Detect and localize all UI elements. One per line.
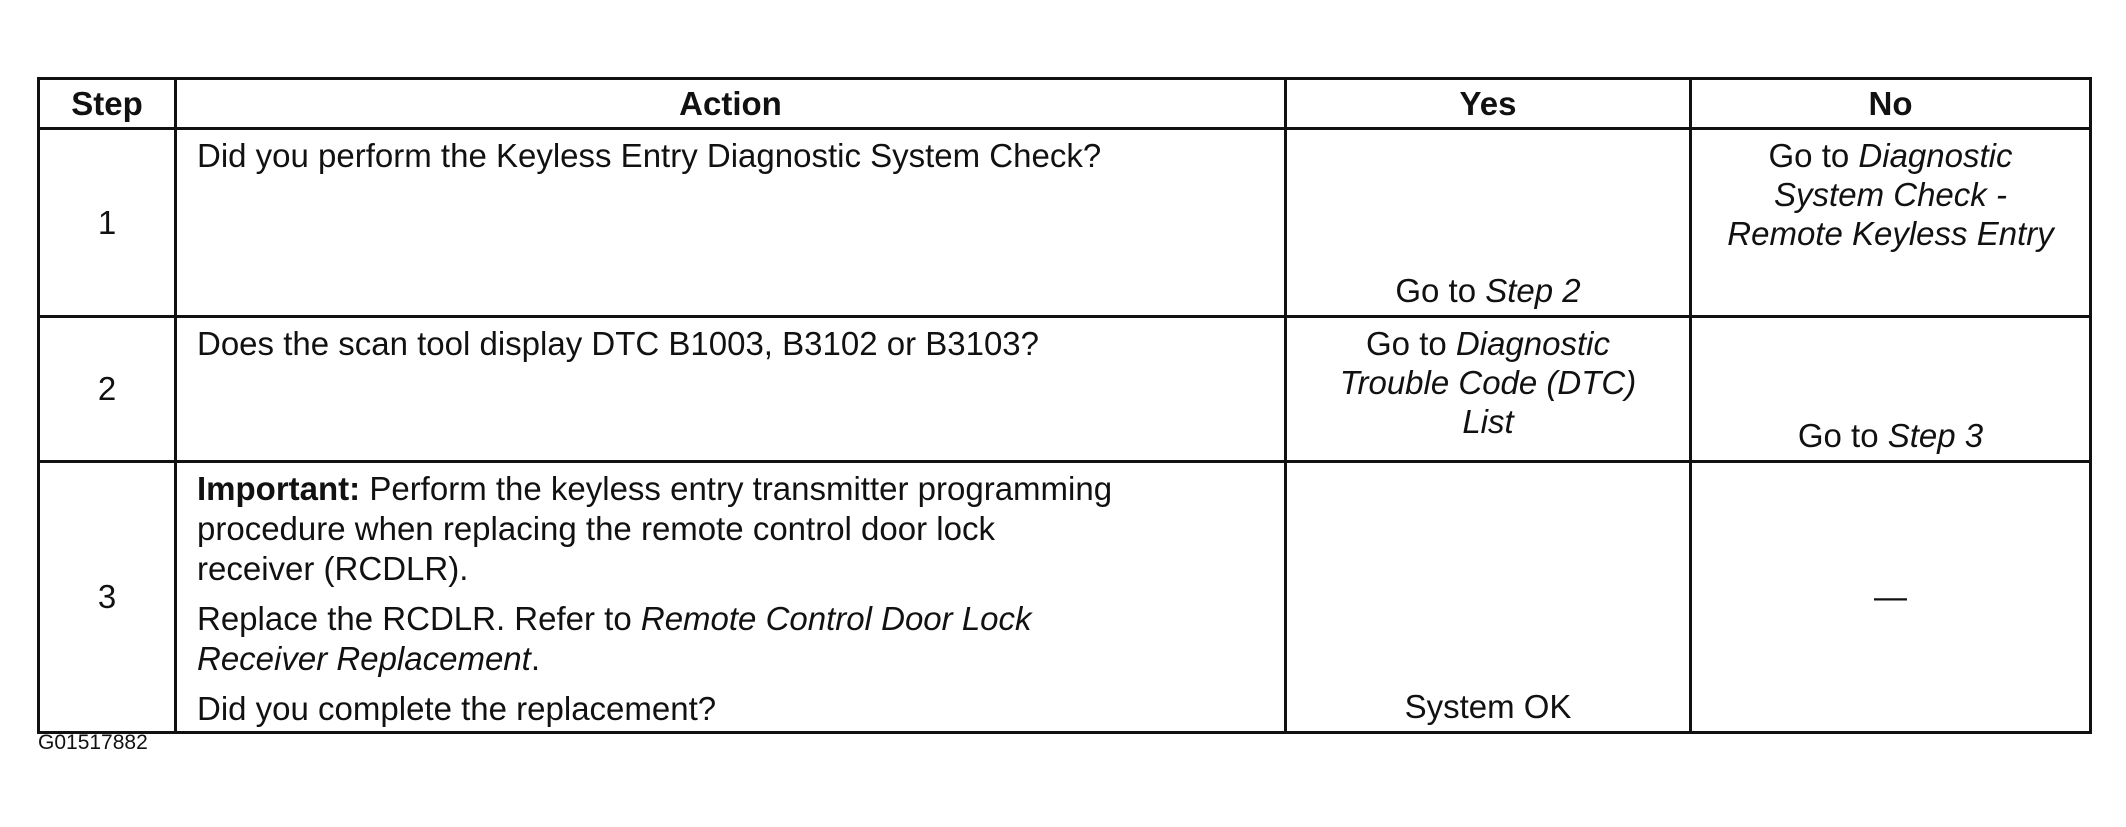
step-number: 1 — [39, 129, 176, 317]
action-cell — [176, 129, 1286, 317]
yes-link-step-2[interactable]: Step 2 — [1485, 272, 1581, 309]
table-header-row — [39, 79, 2091, 129]
replace-link-line-2[interactable]: Receiver Replacement — [197, 640, 531, 677]
no-cell — [1691, 317, 2091, 462]
action-text: Did you perform the Keyless Entry Diagnostic System Check? — [197, 137, 1102, 174]
no-prefix: Go to — [1768, 137, 1859, 174]
replace-suffix: . — [530, 640, 540, 677]
yes-link-line-3[interactable]: List — [1462, 403, 1514, 440]
important-line-3: receiver (RCDLR). — [197, 550, 469, 587]
no-link-line-3[interactable]: Remote Keyless Entry — [1727, 215, 2054, 252]
no-result — [1692, 416, 2089, 456]
header-step: Step — [39, 79, 176, 129]
yes-result — [1287, 271, 1689, 311]
important-note — [197, 469, 1284, 589]
step-number: 3 — [39, 462, 176, 733]
yes-result: System OK — [1404, 688, 1572, 725]
replace-link-line-1[interactable]: Remote Control Door Lock — [640, 600, 1032, 637]
important-label: Important: — [197, 470, 361, 507]
no-prefix: Go to — [1797, 417, 1888, 454]
table-row — [39, 129, 2091, 317]
yes-prefix: Go to — [1395, 272, 1486, 309]
header-action: Action — [176, 79, 1286, 129]
no-result — [1692, 136, 2089, 253]
header-yes: Yes — [1286, 79, 1691, 129]
replace-prefix: Replace the RCDLR. Refer to — [197, 600, 641, 637]
action-text: Does the scan tool display DTC B1003, B3102 or B3103? — [197, 325, 1040, 362]
action-cell — [176, 462, 1286, 733]
step-number: 2 — [39, 317, 176, 462]
no-cell — [1691, 462, 2091, 733]
figure-id: G01517882 — [38, 731, 148, 754]
yes-link-line-2[interactable]: Trouble Code (DTC) — [1339, 364, 1637, 401]
no-link-step-3[interactable]: Step 3 — [1887, 417, 1984, 454]
action-cell — [176, 317, 1286, 462]
table-row — [39, 462, 2091, 733]
yes-cell — [1286, 462, 1691, 733]
header-no: No — [1691, 79, 2091, 129]
replace-instruction — [197, 599, 1284, 679]
no-result-dash: — — [1874, 578, 1907, 615]
action-question: Did you complete the replacement? — [197, 690, 717, 727]
yes-cell — [1286, 317, 1691, 462]
yes-link-diagnostic-trouble-code[interactable]: Diagnostic — [1455, 325, 1610, 362]
table-row — [39, 317, 2091, 462]
diagnostic-table — [37, 77, 2092, 734]
important-line-2: procedure when replacing the remote control door lock — [197, 510, 995, 547]
important-line-1: Perform the keyless entry transmitter programming — [360, 470, 1113, 507]
no-cell — [1691, 129, 2091, 317]
no-link-line-2[interactable]: System Check - — [1774, 176, 2007, 213]
yes-result — [1287, 324, 1689, 441]
no-link-diagnostic-system-check[interactable]: Diagnostic — [1858, 137, 2013, 174]
yes-prefix: Go to — [1366, 325, 1456, 362]
yes-cell — [1286, 129, 1691, 317]
